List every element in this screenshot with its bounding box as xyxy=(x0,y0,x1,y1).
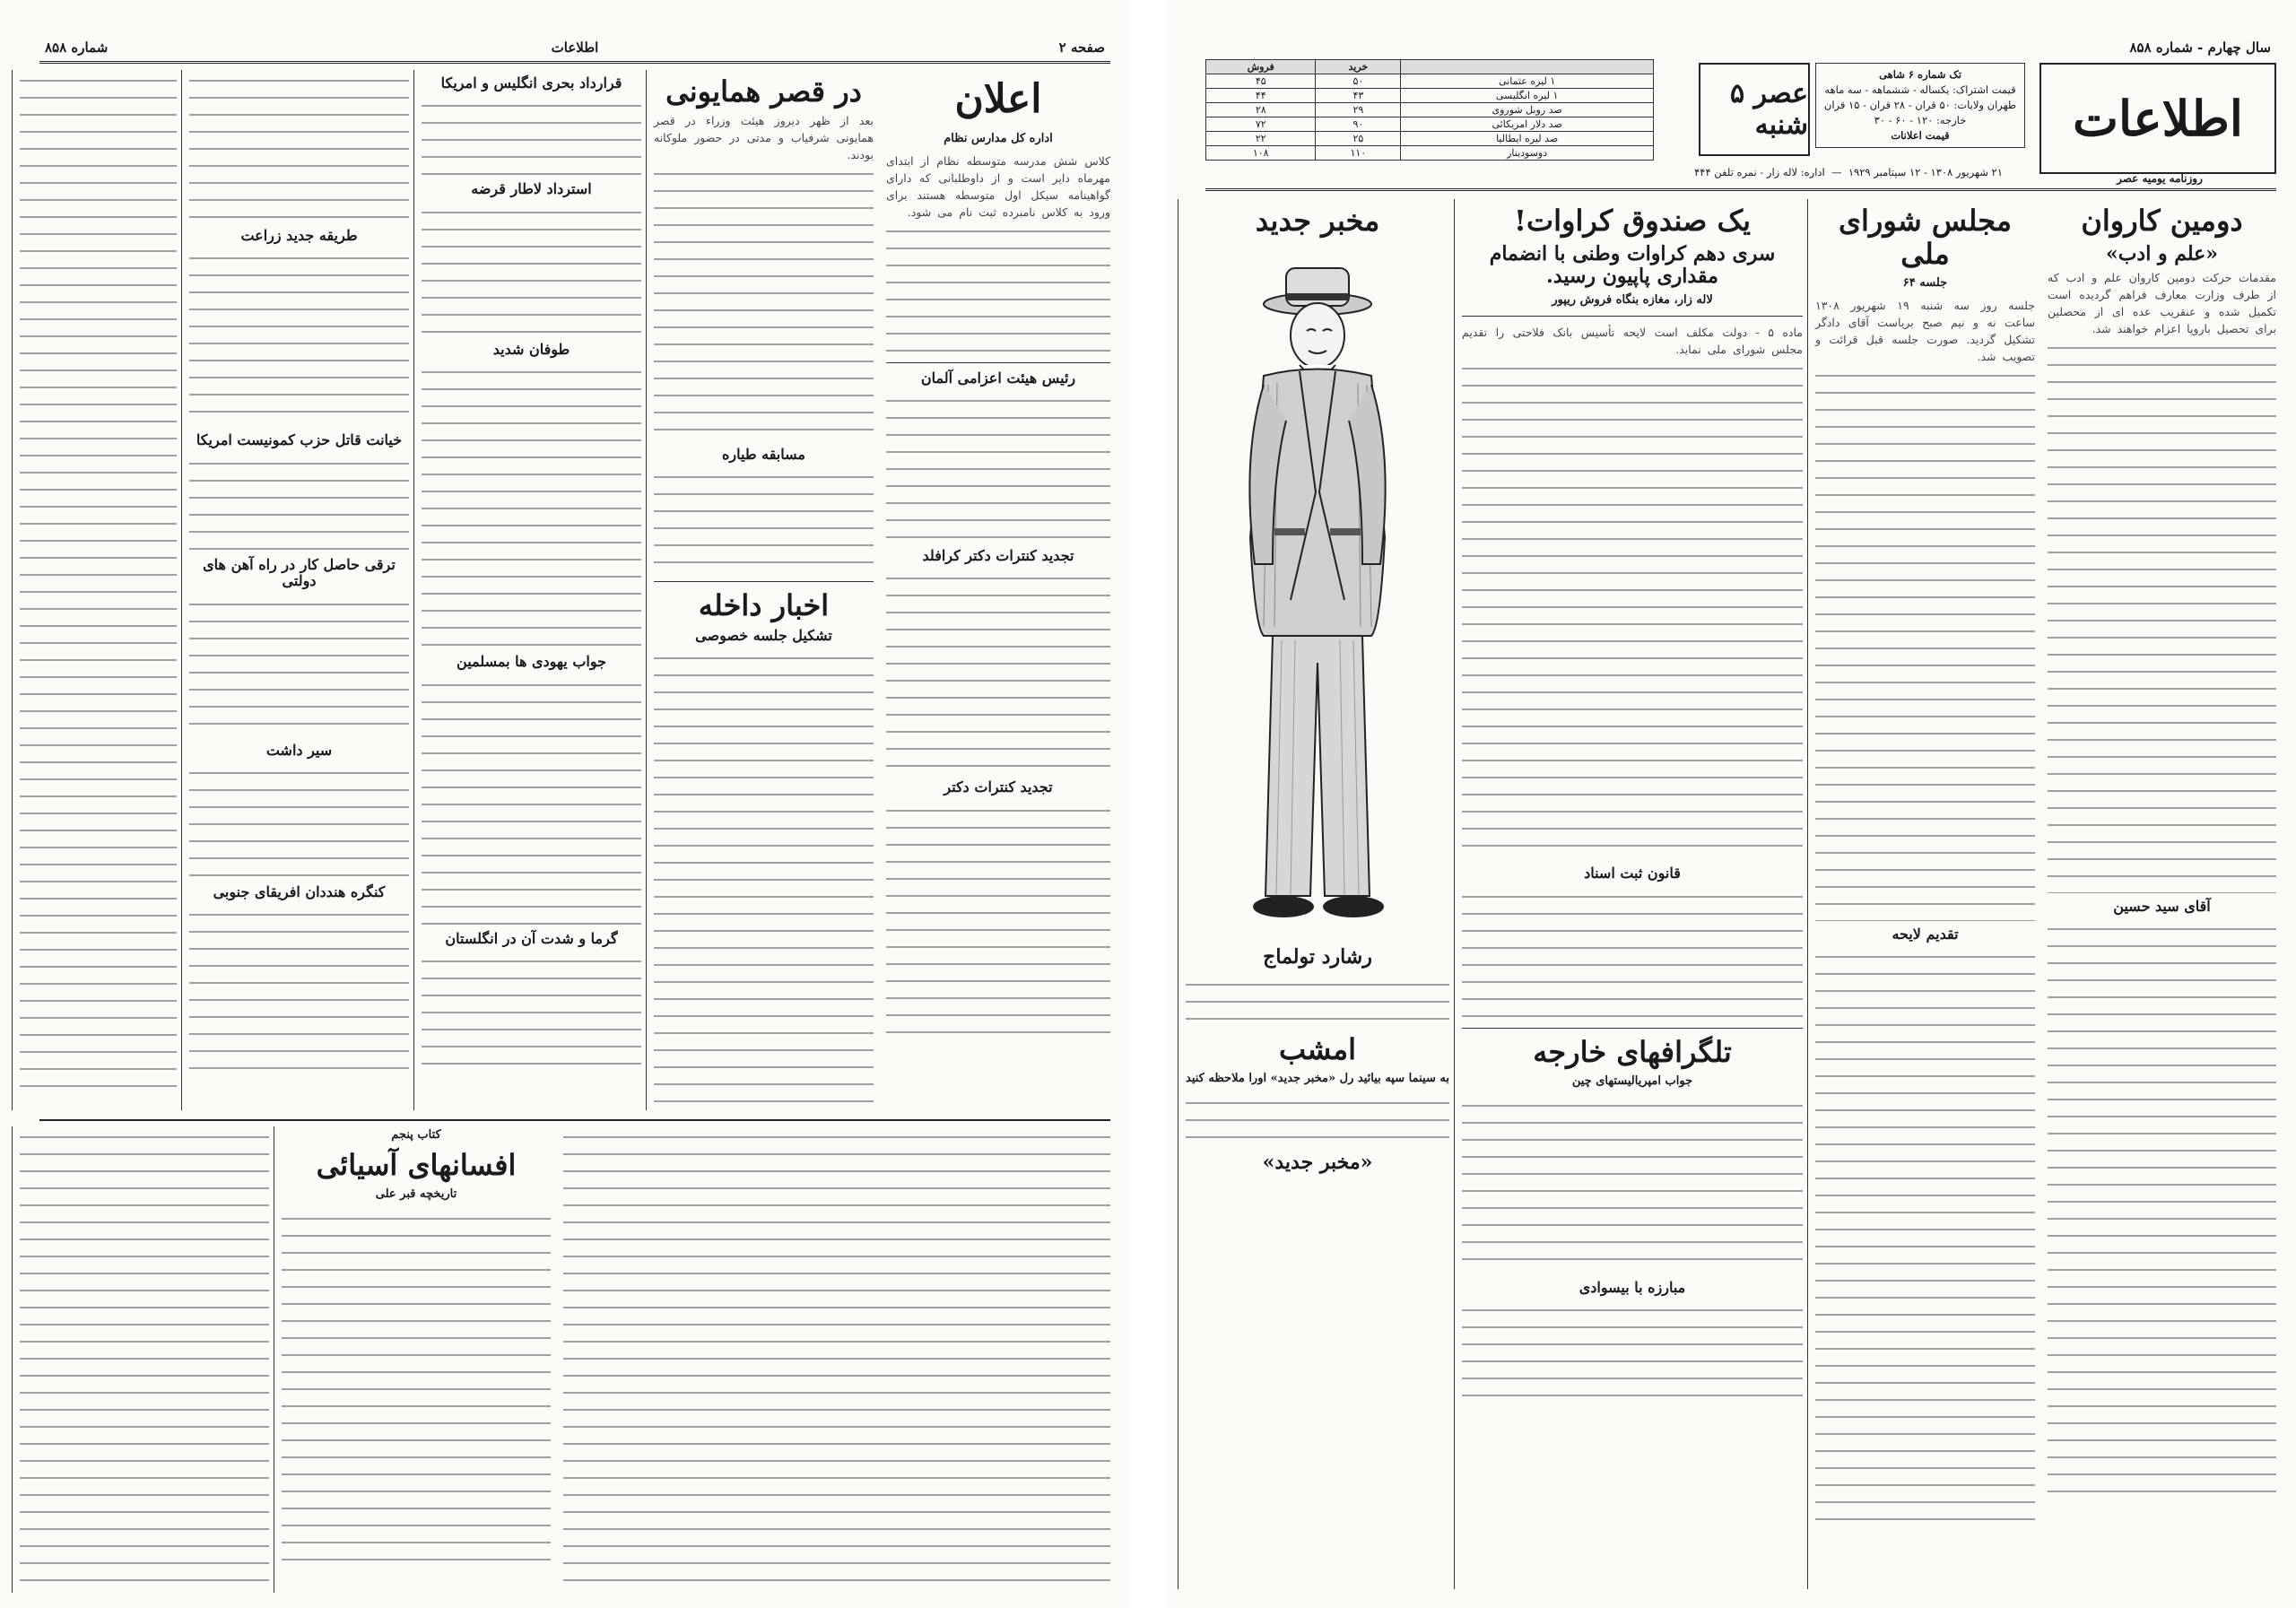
currency: ۱ لیره انگلیسی xyxy=(1401,89,1654,103)
column-1 xyxy=(886,70,1110,1110)
article-text-lines xyxy=(2048,918,2276,1492)
headline: افسانهای آسیائی xyxy=(316,1148,517,1182)
masthead xyxy=(1205,54,2276,191)
article-text-lines xyxy=(1462,358,1803,860)
currency: صد روبل شوروی xyxy=(1401,103,1654,117)
buy-rate: ۵۰ xyxy=(1316,74,1401,89)
publication-date: ۲۱ شهریور ۱۳۰۸ - ۱۲ سپتامبر ۱۹۲۹ xyxy=(1848,166,2003,178)
article-text-lines xyxy=(563,1126,1110,1584)
sell-rate: ۴۵ xyxy=(1206,74,1316,89)
article-text-lines xyxy=(654,466,874,574)
article-text-lines xyxy=(422,951,641,1076)
divider xyxy=(1462,1028,1803,1029)
subhead: تاریخچه قبر علی xyxy=(375,1186,457,1201)
headline: استرداد لاطار قرضه xyxy=(471,180,592,198)
ad-headline: یک صندوق کراوات! xyxy=(1513,204,1752,238)
article-text-lines xyxy=(886,221,1110,355)
right-newspaper-page xyxy=(1166,0,2296,1608)
ad-title: امشب xyxy=(1279,1032,1356,1067)
headline: تقدیم لایحه xyxy=(1892,925,1959,943)
article-text-lines xyxy=(2048,337,2276,893)
divider xyxy=(886,362,1110,363)
headline: در قصر همایونی xyxy=(665,74,862,109)
headline: اعلان xyxy=(954,76,1042,122)
table-row xyxy=(1206,117,1654,132)
subscription-label: قیمت اشتراک: یکساله - ششماهه - سه ماهه xyxy=(1824,83,2016,96)
ad-rates: قیمت اعلانات xyxy=(1891,129,1950,142)
article-text-lines xyxy=(20,70,177,1092)
bottom-column xyxy=(12,1126,269,1593)
office-address: اداره: لاله زار - نمره تلفن ۴۴۴ xyxy=(1694,166,1825,178)
section-title: اطلاعات xyxy=(551,39,599,56)
man-in-suit-illustration xyxy=(1201,241,1434,941)
currency: دوسودینار xyxy=(1401,146,1654,161)
headline: تجدید کنترات دکتر xyxy=(944,778,1053,796)
divider xyxy=(654,581,874,582)
article-text-lines xyxy=(886,390,1110,543)
article-text-lines xyxy=(1815,946,2035,1520)
column-d-film-ad xyxy=(1178,199,1449,1589)
headline: جواب یهودی ها بمسلمین xyxy=(457,653,606,671)
headline: کنگره هنددان افریقای جنوبی xyxy=(213,882,386,900)
headline: طوفان شدید xyxy=(492,340,570,358)
column-b xyxy=(1807,199,2035,1589)
illustration-caption: رشارد تولماج xyxy=(1263,944,1372,969)
ad-body: به سینما سپه بیائید رل «مخبر جدید» اورا ملاحظه کنید xyxy=(1186,1071,1449,1085)
headline: تلگرافهای خارجه xyxy=(1533,1034,1732,1069)
weekday-box: عصر ۵ شنبه xyxy=(1699,63,1810,156)
currency: صد لیره ایطالیا xyxy=(1401,132,1654,146)
subscription-box xyxy=(1815,63,2025,148)
sell-rate: ۲۲ xyxy=(1206,132,1316,146)
table-row xyxy=(1206,74,1654,89)
article-text-lines xyxy=(189,904,409,1074)
subhead: جلسه ۶۴ xyxy=(1902,275,1948,290)
article-text-lines xyxy=(189,762,409,879)
col-header: فروش xyxy=(1206,60,1316,74)
subscription-rates: طهران ولایات: ۵۰ قران - ۲۸ قران - ۱۵ قران xyxy=(1823,99,2017,111)
ad-subhead: سری دهم کراوات وطنی با انضمام مقداری پاپیون رسید. xyxy=(1489,241,1776,289)
table-row xyxy=(1206,103,1654,117)
subhead: جواب امپریالیستهای چین xyxy=(1571,1073,1693,1088)
column-2 xyxy=(646,70,874,1110)
issue-number: شماره ۸۵۸ xyxy=(45,39,109,56)
article-text-lines xyxy=(282,1208,551,1567)
headline: قرارداد بحری انگلیس و امریکا xyxy=(440,74,622,91)
headline: خیانت قاتل حزب کمونیست امریکا xyxy=(196,431,403,449)
article-text-lines xyxy=(886,568,1110,774)
headline: گرما و شدت آن در انگلستان xyxy=(445,929,618,947)
article-text-lines xyxy=(654,648,874,1110)
table-row xyxy=(1206,132,1654,146)
volume-issue: سال چهارم - شماره ۸۵۸ xyxy=(2129,39,2271,56)
column-5 xyxy=(12,70,177,1110)
running-head xyxy=(39,36,1110,64)
page-gutter xyxy=(1130,0,1166,1608)
article-text-lines xyxy=(189,453,409,552)
page-number: صفحه ۲ xyxy=(1058,39,1105,56)
buy-rate: ۱۱۰ xyxy=(1316,146,1401,161)
article-text-lines xyxy=(422,674,641,926)
article-text-lines xyxy=(189,594,409,737)
headline: آقای سید حسین xyxy=(2113,898,2211,916)
headline: قانون ثبت اسناد xyxy=(1584,865,1681,882)
headline: دومین کاروان xyxy=(2081,204,2243,238)
article-text-lines xyxy=(1462,1299,1803,1407)
currency: ۱ لیره عثمانی xyxy=(1401,74,1654,89)
headline: تشکیل جلسه خصوصی xyxy=(695,626,832,644)
column-4 xyxy=(181,70,409,1110)
article-text-lines xyxy=(422,95,641,176)
headline: مسابقه طیاره xyxy=(722,445,805,463)
article-text-lines xyxy=(189,70,409,222)
masthead-title: اطلاعات xyxy=(2039,63,2276,174)
buy-rate: ۲۹ xyxy=(1316,103,1401,117)
article-body: بعد از ظهر دیروز هیئت وزراء در قصر همایونی شرفیاب و مدتی در حضور ملوکانه بودند. xyxy=(654,113,874,161)
article-text-lines xyxy=(654,163,874,441)
col-header: خرید xyxy=(1316,60,1401,74)
article-text-lines xyxy=(20,1126,269,1584)
article-text-lines xyxy=(1462,886,1803,1021)
column-3 xyxy=(413,70,641,1110)
buy-rate: ۴۳ xyxy=(1316,89,1401,103)
bottom-article xyxy=(563,1126,1110,1593)
table-row xyxy=(1206,89,1654,103)
masthead-info: ۲۱ شهریور ۱۳۰۸ - ۱۲ سپتامبر ۱۹۲۹ — اداره: لاله زار - نمره تلفن ۴۴۴ xyxy=(1694,166,2003,178)
sell-rate: ۲۸ xyxy=(1206,103,1316,117)
ad-footer: «مخبر جدید» xyxy=(1262,1150,1373,1174)
table-row xyxy=(1206,146,1654,161)
article-text-lines xyxy=(422,202,641,336)
buy-rate: ۹۰ xyxy=(1316,117,1401,132)
article-text-lines xyxy=(189,248,409,427)
headline: مبارزه با بیسوادی xyxy=(1578,1278,1686,1296)
headline: مجلس شورای ملی xyxy=(1838,204,2013,271)
sell-rate: ۴۴ xyxy=(1206,89,1316,103)
article-body: کلاس شش مدرسه متوسطه نظام از ابتدای مهرماه دایر است و از داوطلبانی که دارای گواهینامه سیکل اول متوسطه هستند برای ورود به کلاس نامبرده ثبت نام می شود. xyxy=(886,153,1110,219)
ad-text-lines xyxy=(1186,1092,1449,1146)
headline: طریقه جدید زراعت xyxy=(240,227,358,244)
masthead-tagline: روزنامه یومیه عصر xyxy=(2117,172,2203,185)
section-headline: اخبار داخله xyxy=(698,588,830,623)
foreign-rates: خارجه: ۱۲۰ - ۶۰ - ۳۰ xyxy=(1874,114,1967,126)
column-c xyxy=(1454,199,1803,1589)
article-body: جلسه روز سه شنبه ۱۹ شهریور ۱۳۰۸ ساعت نه و نیم صبح بریاست آقای دادگر تشکیل گردید. صورت جلسه قبل قرائت و تصویب شد. xyxy=(1815,298,2035,363)
currency: صد دلار امریکائی xyxy=(1401,117,1654,132)
series-label: کتاب پنجم xyxy=(391,1128,441,1142)
ad-text-lines xyxy=(1186,974,1449,1028)
ad-address: لاله زار، مغازه بنگاه فروش ریپور xyxy=(1552,293,1713,308)
article-text-lines xyxy=(886,800,1110,1033)
article-text-lines xyxy=(1462,1095,1803,1274)
article-body: ماده ۵ - دولت مکلف است لایحه تأسیس بانک فلاحتی را تقدیم مجلس شورای ملی نماید. xyxy=(1462,326,1803,357)
headline: تجدید کنترات دکتر کرافلد xyxy=(922,546,1074,564)
issue-price: تک شماره ۶ شاهی xyxy=(1879,68,1961,81)
subhead: اداره کل مدارس نظام xyxy=(944,131,1053,145)
exchange-rate-table xyxy=(1205,59,1654,161)
ad-headline: مخبر جدید xyxy=(1255,204,1380,238)
sell-rate: ۱۰۸ xyxy=(1206,146,1316,161)
serial-story xyxy=(274,1126,551,1593)
headline: ترقی حاصل کار در راه آهن های دولتی xyxy=(203,555,396,590)
headline: رئیس هیئت اعزامی آلمان xyxy=(920,369,1076,387)
left-newspaper-page xyxy=(0,0,1130,1608)
fold-rule xyxy=(39,1119,1110,1121)
column-a xyxy=(2048,199,2276,1589)
article-text-lines xyxy=(1815,365,2035,921)
col-header xyxy=(1401,60,1654,74)
subhead: «علم و ادب» xyxy=(2105,241,2219,265)
divider xyxy=(1462,316,1803,317)
article-text-lines xyxy=(422,361,641,648)
article-body: مقدمات حرکت دومین کاروان علم و ادب که از طرف وزارت معارف فراهم گردیده است تکمیل شده و عنقریب عده ای از محصلین برای تحصیل باروپا اعزام خواهند شد. xyxy=(2048,271,2276,336)
headline: سیر داشت xyxy=(265,741,333,759)
sell-rate: ۷۲ xyxy=(1206,117,1316,132)
buy-rate: ۲۵ xyxy=(1316,132,1401,146)
